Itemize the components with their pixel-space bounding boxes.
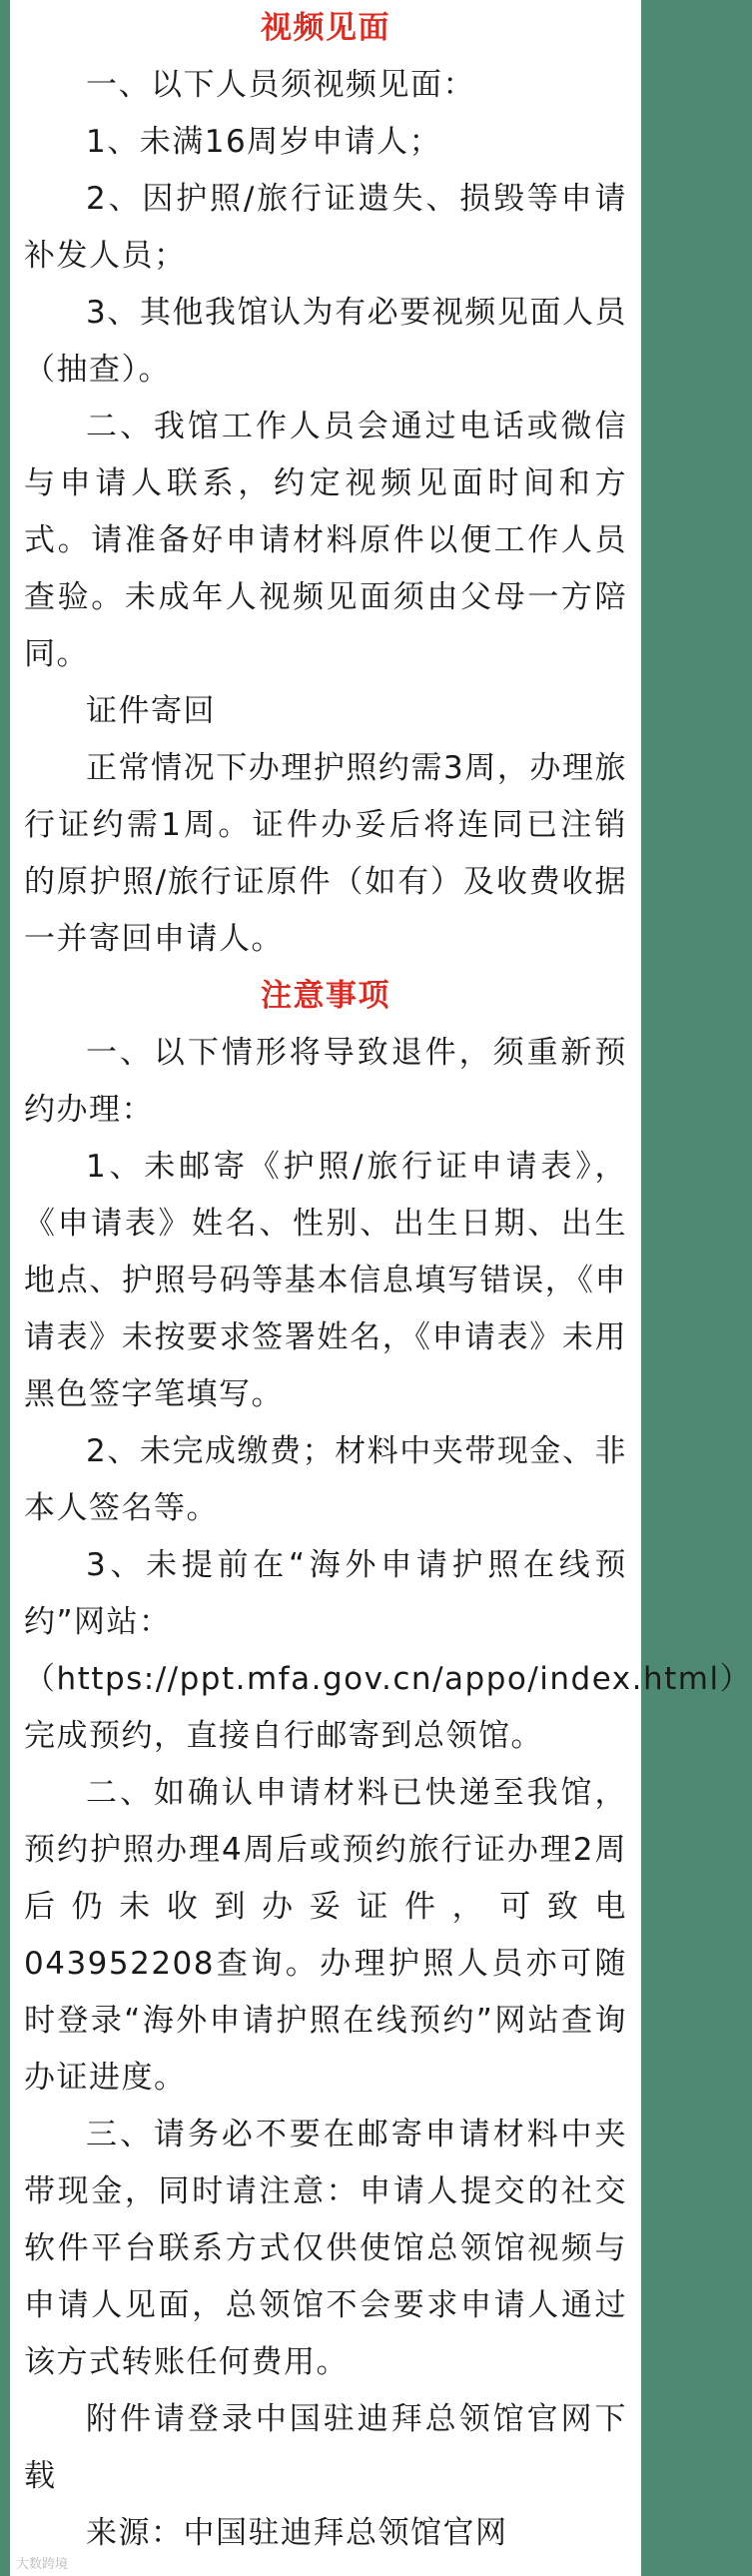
video-paragraph: 二、我馆工作人员会通过电话或微信与申请人联系，约定视频见面时间和方式。请准备好申请材料原件以便工作人员查验。未成年人视频见面须由父母一方陪同。: [24, 409, 627, 672]
video-paragraph: 3、其他我馆认为有必要视频见面人员（抽查）。: [24, 295, 627, 388]
watermark: 大数跨境: [16, 2557, 69, 2572]
notice-paragraph: 1、未邮寄《护照/旅行证申请表》，《申请表》姓名、性别、出生日期、出生地点、护照号码等基本信息填写错误，《申请表》未按要求签署姓名，《申请表》未用黑色签字笔填写。: [24, 1149, 627, 1412]
video-paragraph: 1、未满16周岁申请人；: [86, 124, 442, 160]
notice-paragraph: 一、以下情形将导致退件，须重新预约办理：: [24, 1035, 627, 1128]
appointment-url-paragraph: （https://ppt.mfa.gov.cn/appo/index.html）完成预约，直接自行邮寄到总领馆。: [24, 1661, 752, 1754]
notice-paragraph: 三、请务必不要在邮寄申请材料中夹带现金，同时请注意：申请人提交的社交软件平台联系方式仅供使馆总领馆视频与申请人见面，总领馆不会要求申请人通过该方式转账任何费用。: [24, 2117, 627, 2380]
video-paragraph: 2、因护照/旅行证遗失、损毁等申请补发人员；: [24, 181, 627, 274]
notice-paragraph: 2、未完成缴费；材料中夹带现金、非本人签名等。: [24, 1433, 627, 1526]
article-content: [10, 0, 752, 2562]
document-return-heading: 证件寄回: [86, 693, 216, 729]
video-paragraph: 一、以下人员须视频见面：: [86, 67, 475, 103]
attachment-note: 附件请登录中国驻迪拜总领馆官网下载: [24, 2401, 627, 2494]
notice-paragraph: 3、未提前在“海外申请护照在线预约”网站：: [24, 1547, 627, 1640]
return-paragraph: 正常情况下办理护照约需3周，办理旅行证约需1周。证件办妥后将连同已注销的原护照/旅行证原件（如有）及收费收据一并寄回申请人。: [24, 750, 627, 957]
source-line: 来源：中国驻迪拜总领馆官网: [86, 2515, 508, 2551]
article-panel: [10, 0, 752, 2576]
notice-heading: 注意事项: [261, 978, 390, 1014]
video-meeting-heading: 视频见面: [261, 10, 390, 46]
notice-paragraph: 二、如确认申请材料已快递至我馆，预约护照办理4周后或预约旅行证办理2周后仍未收到办妥证件，可致电043952208查询。办理护照人员亦可随时登录“海外申请护照在线预约”网站查询办证进度。: [24, 1775, 627, 2096]
